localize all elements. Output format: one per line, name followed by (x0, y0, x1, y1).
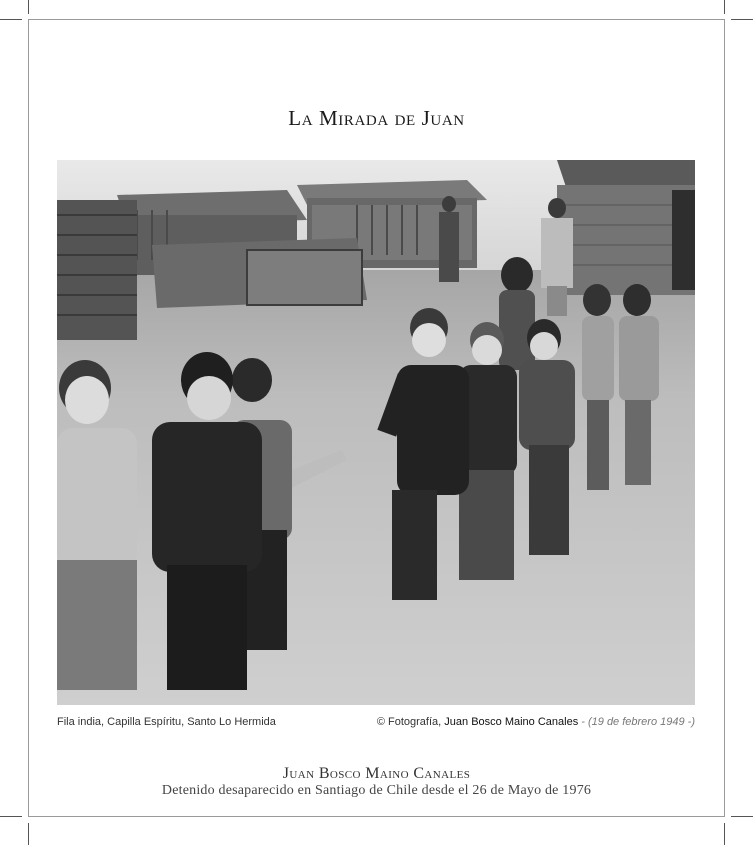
crop-mark-top-left-v (28, 0, 29, 14)
footer-name: Juan Bosco Maino Canales (282, 765, 471, 782)
credit-prefix: © Fotografía, (376, 716, 442, 728)
credit-dates: (19 de febrero 1949 -) (587, 716, 695, 728)
crop-mark-top-right-v (724, 0, 725, 14)
credit-name: Juan Bosco Maino Canales (444, 716, 579, 728)
footer-description: Detenido desaparecido en Santiago de Chile desde el 26 de Mayo de 1976 (161, 783, 592, 798)
crop-mark-bottom-right-v (724, 823, 725, 845)
photo-credit (377, 716, 695, 728)
crop-mark-bottom-left-h (0, 816, 22, 817)
photo-caption: Fila india, Capilla Espíritu, Santo Lo Hermida (57, 716, 276, 728)
crop-mark-top-right-h (731, 19, 753, 20)
crop-mark-bottom-left-v (28, 823, 29, 845)
credit-separator: - (578, 716, 588, 728)
crop-mark-bottom-right-h (731, 816, 753, 817)
photograph (57, 160, 695, 705)
crop-mark-top-left-h (0, 19, 22, 20)
page-title: La Mirada de Juan (288, 106, 465, 130)
